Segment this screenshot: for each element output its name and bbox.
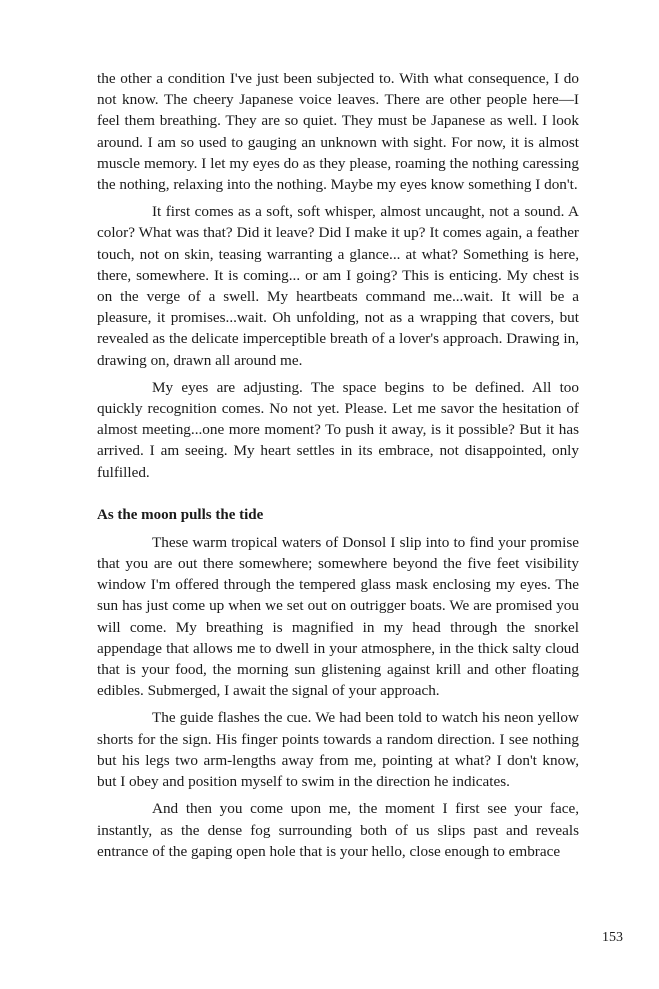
page-number: 153 — [602, 930, 623, 945]
paragraph-continuation: the other a condition I've just been subjected to. With what consequence, I do not know. The cheery Japanese voice leaves. There are other people here—I feel them breathing. They are so quiet. They must be Japanese as well. I look around. I am so used to gauging an unknown with sight. For now, it is almost muscle memory. I let my eyes do as they please, roaming the nothing caressing the nothing, relaxing into the nothing. Maybe my eyes know something I don't. — [97, 70, 579, 194]
paragraph: It first comes as a soft, soft whisper, almost uncaught, not a sound. A color? What was that? Did it leave? Did I make it up? It comes again, a feather touch, not on skin, teasing warranting a glance... at what? Something is here, there, somewhere. It is coming... or am I going? This is enticing. My chest is on the verge of a swell. My heartbeats command me...wait. It will be a pleasure, it promises...wait. Oh unfolding, not as a wrapping that covers, but revealed as the delicate imperceptible breath of a lover's approach. Drawing in, drawing on, drawn all around me. — [97, 203, 579, 369]
section-heading: As the moon pulls the tide — [97, 506, 264, 523]
paragraph: These warm tropical waters of Donsol I slip into to find your promise that you are out there somewhere; somewhere beyond the five feet visibility window I'm offered through the tempered glass mask enclosing my eyes. The sun has just come up when we set out on outrigger boats. We are promised you will come. My breathing is magnified in my head through the snorkel appendage that allows me to dwell in your atmosphere, in the thick salty cloud that is your food, the morning sun glistening against krill and other floating edibles. Submerged, I await the signal of your approach. — [97, 533, 579, 700]
body-text — [97, 68, 579, 868]
paragraph: And then you come upon me, the moment I first see your face, instantly, as the dense fog surrounding both of us slips past and reveals entrance of the gaping open hole that is your hello, close enough to embrace — [97, 800, 579, 860]
paragraph: The guide flashes the cue. We had been told to watch his neon yellow shorts for the sign. His finger points towards a random direction. I see nothing but his legs two arm-lengths away from me, pointing at what? I don't know, but I obey and position myself to swim in the direction he indicates. — [97, 709, 579, 791]
paragraph: My eyes are adjusting. The space begins to be defined. All too quickly recognition comes. No not yet. Please. Let me savor the hesitation of almost meeting...one more moment? To push it away, is it possible? But it has arrived. I am seeing. My heart settles in its embrace, not disappointed, only fulfilled. — [97, 378, 579, 481]
